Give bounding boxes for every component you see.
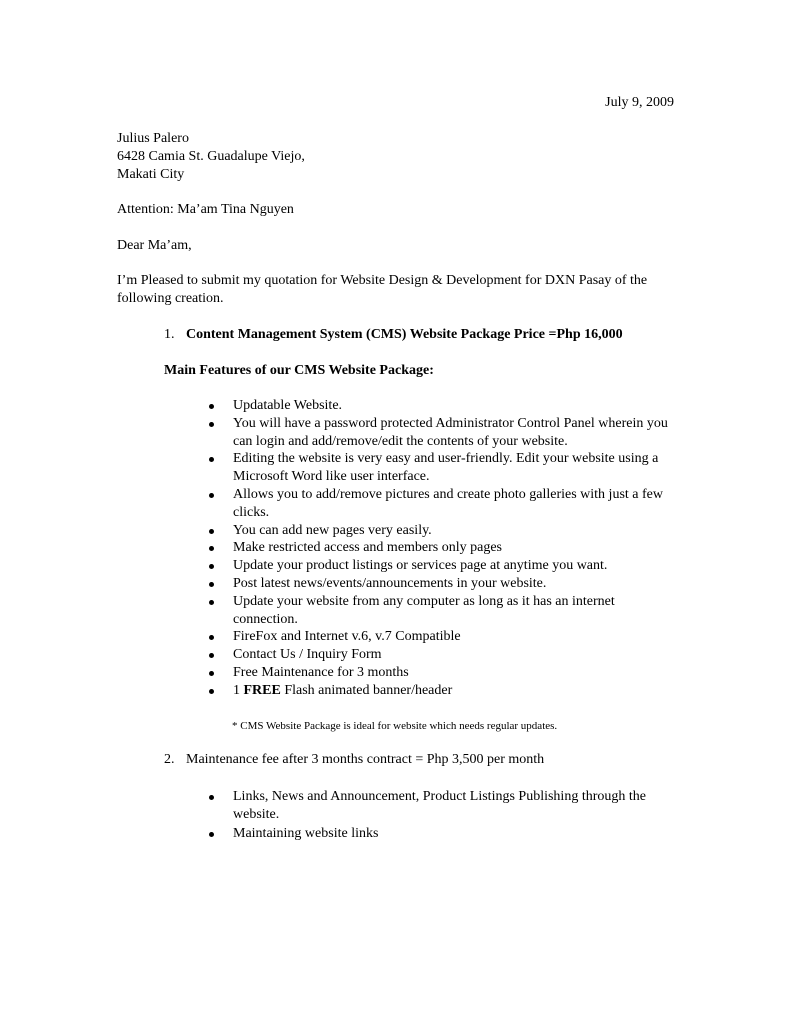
list-item: FireFox and Internet v.6, v.7 Compatible (208, 628, 670, 646)
bullet-icon (209, 635, 214, 640)
letter-date: July 9, 2009 (605, 95, 674, 110)
recipient-address (117, 130, 305, 184)
list-item: Post latest news/events/announcements in your website. (208, 575, 670, 593)
list-item: Make restricted access and members only pages (208, 539, 670, 557)
bullet-icon (209, 422, 214, 427)
bullet-icon (209, 671, 214, 676)
bullet-icon (209, 493, 214, 498)
attention-line: Attention: Ma’am Tina Nguyen (117, 202, 294, 217)
bullet-icon (209, 546, 214, 551)
list-item: Free Maintenance for 3 months (208, 664, 670, 682)
recipient-name: Julius Palero (117, 131, 189, 146)
maintenance-list (208, 788, 670, 843)
item-1 (164, 326, 623, 344)
features-heading: Main Features of our CMS Website Package: (164, 363, 434, 378)
package-note: * CMS Website Package is ideal for website which needs regular updates. (232, 720, 558, 732)
list-item: Maintaining website links (208, 825, 670, 843)
features-list (208, 397, 670, 700)
item-2-number: 2. (164, 752, 175, 767)
bullet-icon (209, 689, 214, 694)
bullet-icon (209, 529, 214, 534)
list-item: Contact Us / Inquiry Form (208, 646, 670, 664)
bullet-icon (209, 404, 214, 409)
bullet-icon (209, 832, 214, 837)
list-item-free-banner: 1 FREE Flash animated banner/header (208, 682, 670, 700)
item-1-number: 1. (164, 327, 175, 342)
bullet-icon (209, 582, 214, 587)
recipient-street: 6428 Camia St. Guadalupe Viejo, (117, 149, 305, 164)
list-item: You can add new pages very easily. (208, 522, 670, 540)
list-item: Links, News and Announcement, Product Listings Publishing through the website. (208, 788, 670, 824)
bullet-icon (209, 564, 214, 569)
bullet-icon (209, 653, 214, 658)
list-item: You will have a password protected Administrator Control Panel wherein you can login and add/remove/edit the contents of your website. (208, 415, 670, 451)
item-2 (164, 751, 544, 769)
free-label: FREE (243, 682, 281, 698)
bullet-icon (209, 795, 214, 800)
list-item: Editing the website is very easy and user-friendly. Edit your website using a Microsoft Word like user interface. (208, 450, 670, 486)
bullet-icon (209, 457, 214, 462)
list-item: Update your product listings or services page at anytime you want. (208, 557, 670, 575)
item-2-text: Maintenance fee after 3 months contract = Php 3,500 per month (186, 752, 545, 767)
bullet-icon (209, 600, 214, 605)
recipient-city: Makati City (117, 167, 185, 182)
list-item: Allows you to add/remove pictures and create photo galleries with just a few clicks. (208, 486, 670, 522)
intro-paragraph: I’m Pleased to submit my quotation for Website Design & Development for DXN Pasay of the following creation. (117, 273, 648, 306)
item-1-text: Content Management System (CMS) Website Package Price =Php 16,000 (186, 327, 623, 342)
list-item: Updatable Website. (208, 397, 670, 415)
list-item: Update your website from any computer as long as it has an internet connection. (208, 593, 670, 629)
salutation: Dear Ma’am, (117, 238, 192, 253)
